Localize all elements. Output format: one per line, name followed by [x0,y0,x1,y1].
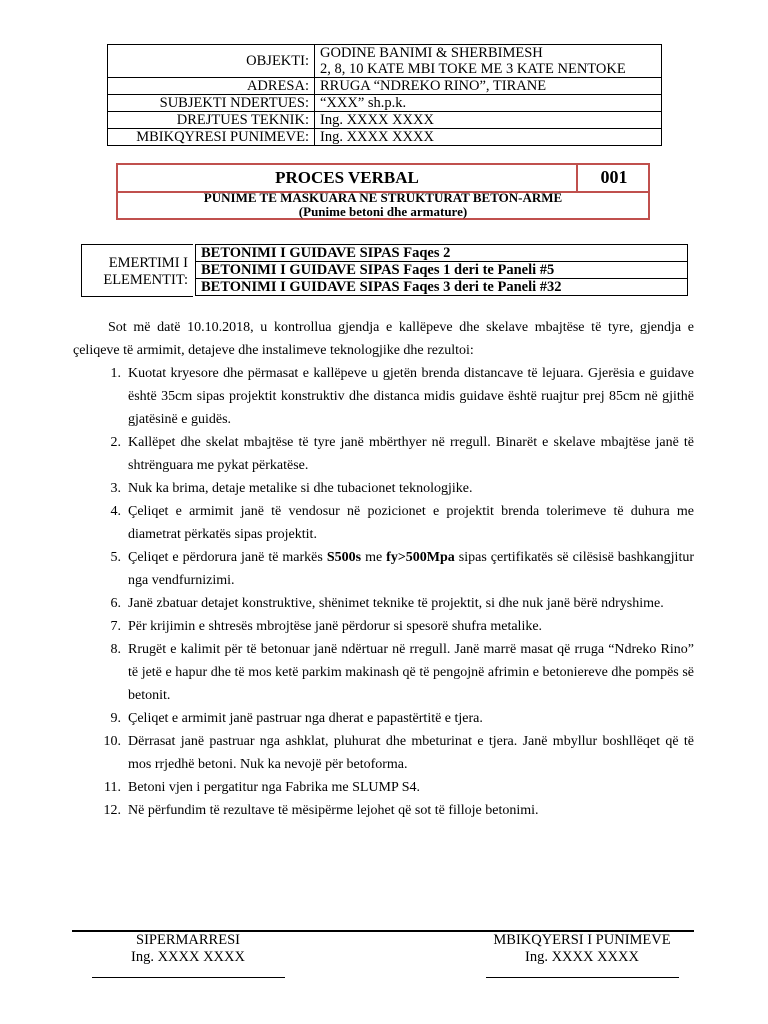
item-text: Janë zbatuar detajet konstruktive, shënimet teknike të projektit, si dhe nuk janë bërë ndryshime. [128,596,664,611]
item-text: Betoni vjen i pergatitur nga Fabrika me SLUMP S4. [128,780,421,795]
info-value: “XXX” sh.p.k. [315,95,662,112]
info-row-objekti [108,45,662,78]
info-label: OBJEKTI: [108,45,315,78]
item-text-before: Çeliqet e përdorura janë të markës [128,550,327,565]
element-label-line: EMERTIMI I [108,255,188,271]
list-item [73,592,694,615]
supervisor-signature-block [472,932,692,966]
element-table [195,244,688,296]
element-item: BETONIMI I GUIDAVE SIPAS Faqes 2 [196,245,688,262]
item-number: 12. [103,803,121,818]
list-item [73,776,694,799]
info-label: ADRESA: [108,78,315,95]
item-text: Në përfundim të rezultave të mësipërme lejohet që sot të filloje betonimi. [128,803,539,818]
list-item [73,500,694,546]
subtitle-line-2: (Punime betoni dhe armature) [298,204,468,219]
item-text-after: sipas çertifikatës së cilësisë bashkangjitur nga vendfurnizimi. [128,550,694,588]
signature-blank-line [92,977,285,978]
info-value-line: 2, 8, 10 KATE MBI TOKE ME 3 KATE NENTOKE [320,61,626,77]
item-text: Nuk ka brima, detaje metalike si dhe tubacionet teknologjike. [128,481,473,496]
info-row-drejtues [108,112,662,129]
item-text: Për krijimin e shtresës mbrojtëse janë përdorur si spesorë shufra metalike. [128,619,543,634]
list-item [73,431,694,477]
item-number: 6. [110,596,121,611]
item-number: 10. [103,734,121,749]
subtitle-line: PUNIME TE MASKUARA NE STRUKTURAT BETON-ARME [203,190,563,205]
item-text-mid: me [361,550,387,565]
element-row [196,262,688,279]
signature-title: MBIKQYERSI I PUNIMEVE [493,932,671,948]
yield-strength: fy>500Mpa [386,550,455,565]
proces-verbal-number: 001 [578,165,650,193]
intro-paragraph: Sot më datë 10.10.2018, u kontrollua gjendja e kallëpeve dhe skelave mbajtëse të tyre, gjendja e çeliqeve të armimit, detajeve dhe instalimeve teknologjike dhe rezultoi: [73,320,694,358]
element-row [196,279,688,296]
list-item [73,362,694,431]
list-item [73,615,694,638]
info-row-subjekti [108,95,662,112]
info-row-mbikqyresi [108,129,662,146]
info-value: Ing. XXXX XXXX [315,129,662,146]
info-label: SUBJEKTI NDERTUES: [108,95,315,112]
item-text: Rrugët e kalimit për të betonuar janë ndërtuar në rregull. Janë marrë masat që rruga “Ndreko Rino” të jetë e hapur dhe të mos ketë parkim makinash që të pengojnë afrimin e betoniereve dhe pompës së betonit. [128,642,694,703]
item-number: 5. [110,550,121,565]
signature-title: SIPERMARRESI [136,932,240,948]
item-number: 4. [110,504,121,519]
item-number: 2. [110,435,121,450]
findings-list [73,362,694,822]
proces-verbal-title: PROCES VERBAL [118,165,578,193]
info-value-line: GODINE BANIMI & SHERBIMESH [320,45,543,61]
info-value: Ing. XXXX XXXX [315,112,662,129]
element-item: BETONIMI I GUIDAVE SIPAS Faqes 3 deri te Paneli #32 [196,279,688,296]
contractor-signature-block [78,932,298,966]
signature-blank-line [486,977,679,978]
item-text: Kuotat kryesore dhe përmasat e kallëpeve u gjetën brenda distancave të lejuara. Gjerësia e guidave është 35cm sipas projektit konstruktiv dhe distanca midis guidave është ruajtur prej 85cm në gjithë gjatësinë e guidës. [128,366,694,427]
proces-verbal-box [116,163,650,220]
item-text: Dërrasat janë pastruar nga ashklat, pluhurat dhe mbeturinat e tjera. Janë mbyllur boshllëqet që të mos rrjedhë betoni. Nuk ka nevojë për betoforma. [128,734,694,772]
info-label: DREJTUES TEKNIK: [108,112,315,129]
list-item [73,730,694,776]
list-item [73,477,694,500]
item-text: Çeliqet e armimit janë pastruar nga dherat e papastërtitë e tjera. [128,711,483,726]
item-number: 3. [110,481,121,496]
signature-name: Ing. XXXX XXXX [131,949,245,965]
element-row [196,245,688,262]
list-item [73,799,694,822]
proces-verbal-subtitle [118,191,648,219]
item-number: 1. [110,366,121,381]
list-item [73,546,694,592]
list-item [73,638,694,707]
report-body [73,316,694,822]
info-row-adresa [108,78,662,95]
item-number: 8. [110,642,121,657]
list-item [73,707,694,730]
element-label [81,244,193,297]
item-number: 11. [104,780,121,795]
item-text: Kallëpet dhe skelat mbajtëse të tyre janë mbërthyer në rregull. Binarët e skelave mbajtëse janë të shtrënguara me pykat përkatëse. [128,435,694,473]
info-label: MBIKQYRESI PUNIMEVE: [108,129,315,146]
info-value [315,45,662,78]
steel-grade: S500s [326,550,362,565]
element-label-line: ELEMENTIT: [103,272,188,288]
item-text: Çeliqet e armimit janë të vendosur në pozicionet e projektit brenda tolerimeve të duhura me diametrat përkatës sipas projektit. [128,504,694,542]
element-item: BETONIMI I GUIDAVE SIPAS Faqes 1 deri te Paneli #5 [196,262,688,279]
info-value: RRUGA “NDREKO RINO”, TIRANE [315,78,662,95]
signature-name: Ing. XXXX XXXX [525,949,639,965]
item-number: 7. [110,619,121,634]
project-info-table [107,44,662,146]
item-number: 9. [110,711,121,726]
